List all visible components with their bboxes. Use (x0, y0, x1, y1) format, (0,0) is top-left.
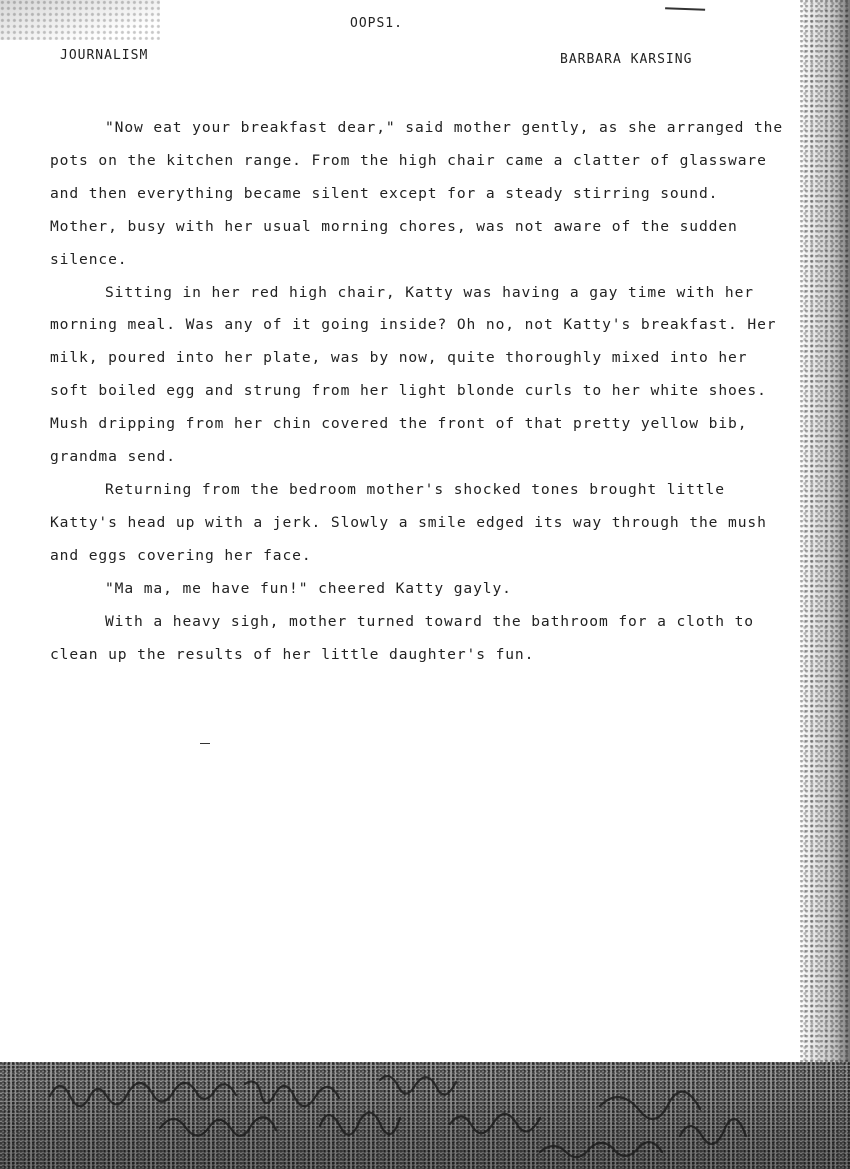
scan-edge-noise (800, 0, 850, 1080)
pen-mark (665, 7, 705, 16)
story-body (50, 112, 790, 671)
author-name: BARBARA KARSING (560, 52, 693, 67)
stray-mark (200, 743, 210, 744)
scan-shadow (0, 0, 160, 40)
paragraph: With a heavy sigh, mother turned toward the bathroom for a cloth to clean up the results of her little daughter's fun. (50, 612, 754, 663)
course-label: JOURNALISM (60, 48, 149, 63)
paragraph: Sitting in her red high chair, Katty was having a gay time with her morning meal. Was any of it going inside? Oh no, not Katty's breakfast. Her milk, poured into her plate, was by now, quite thoroughly mixed into her soft boiled egg and strung from her light blonde curls to her white shoes. Mush dripping from her chin covered the front of that pretty yellow bib, grandma send. (50, 283, 777, 466)
story-title: OOPS1. (350, 16, 403, 31)
paragraph: "Ma ma, me have fun!" cheered Katty gayly. (105, 579, 512, 597)
paragraph: Returning from the bedroom mother's shocked tones brought little Katty's head up with a jerk. Slowly a smile edged its way through the mush and eggs covering her face. (50, 480, 767, 564)
handwritten-note (40, 1066, 800, 1166)
paragraph: "Now eat your breakfast dear," said mother gently, as she arranged the pots on the kitchen range. From the high chair came a clatter of glassware and then everything became silent except for a steady stirring sound. Mother, busy with her usual morning chores, was not aware of the sudden silence. (50, 119, 784, 268)
